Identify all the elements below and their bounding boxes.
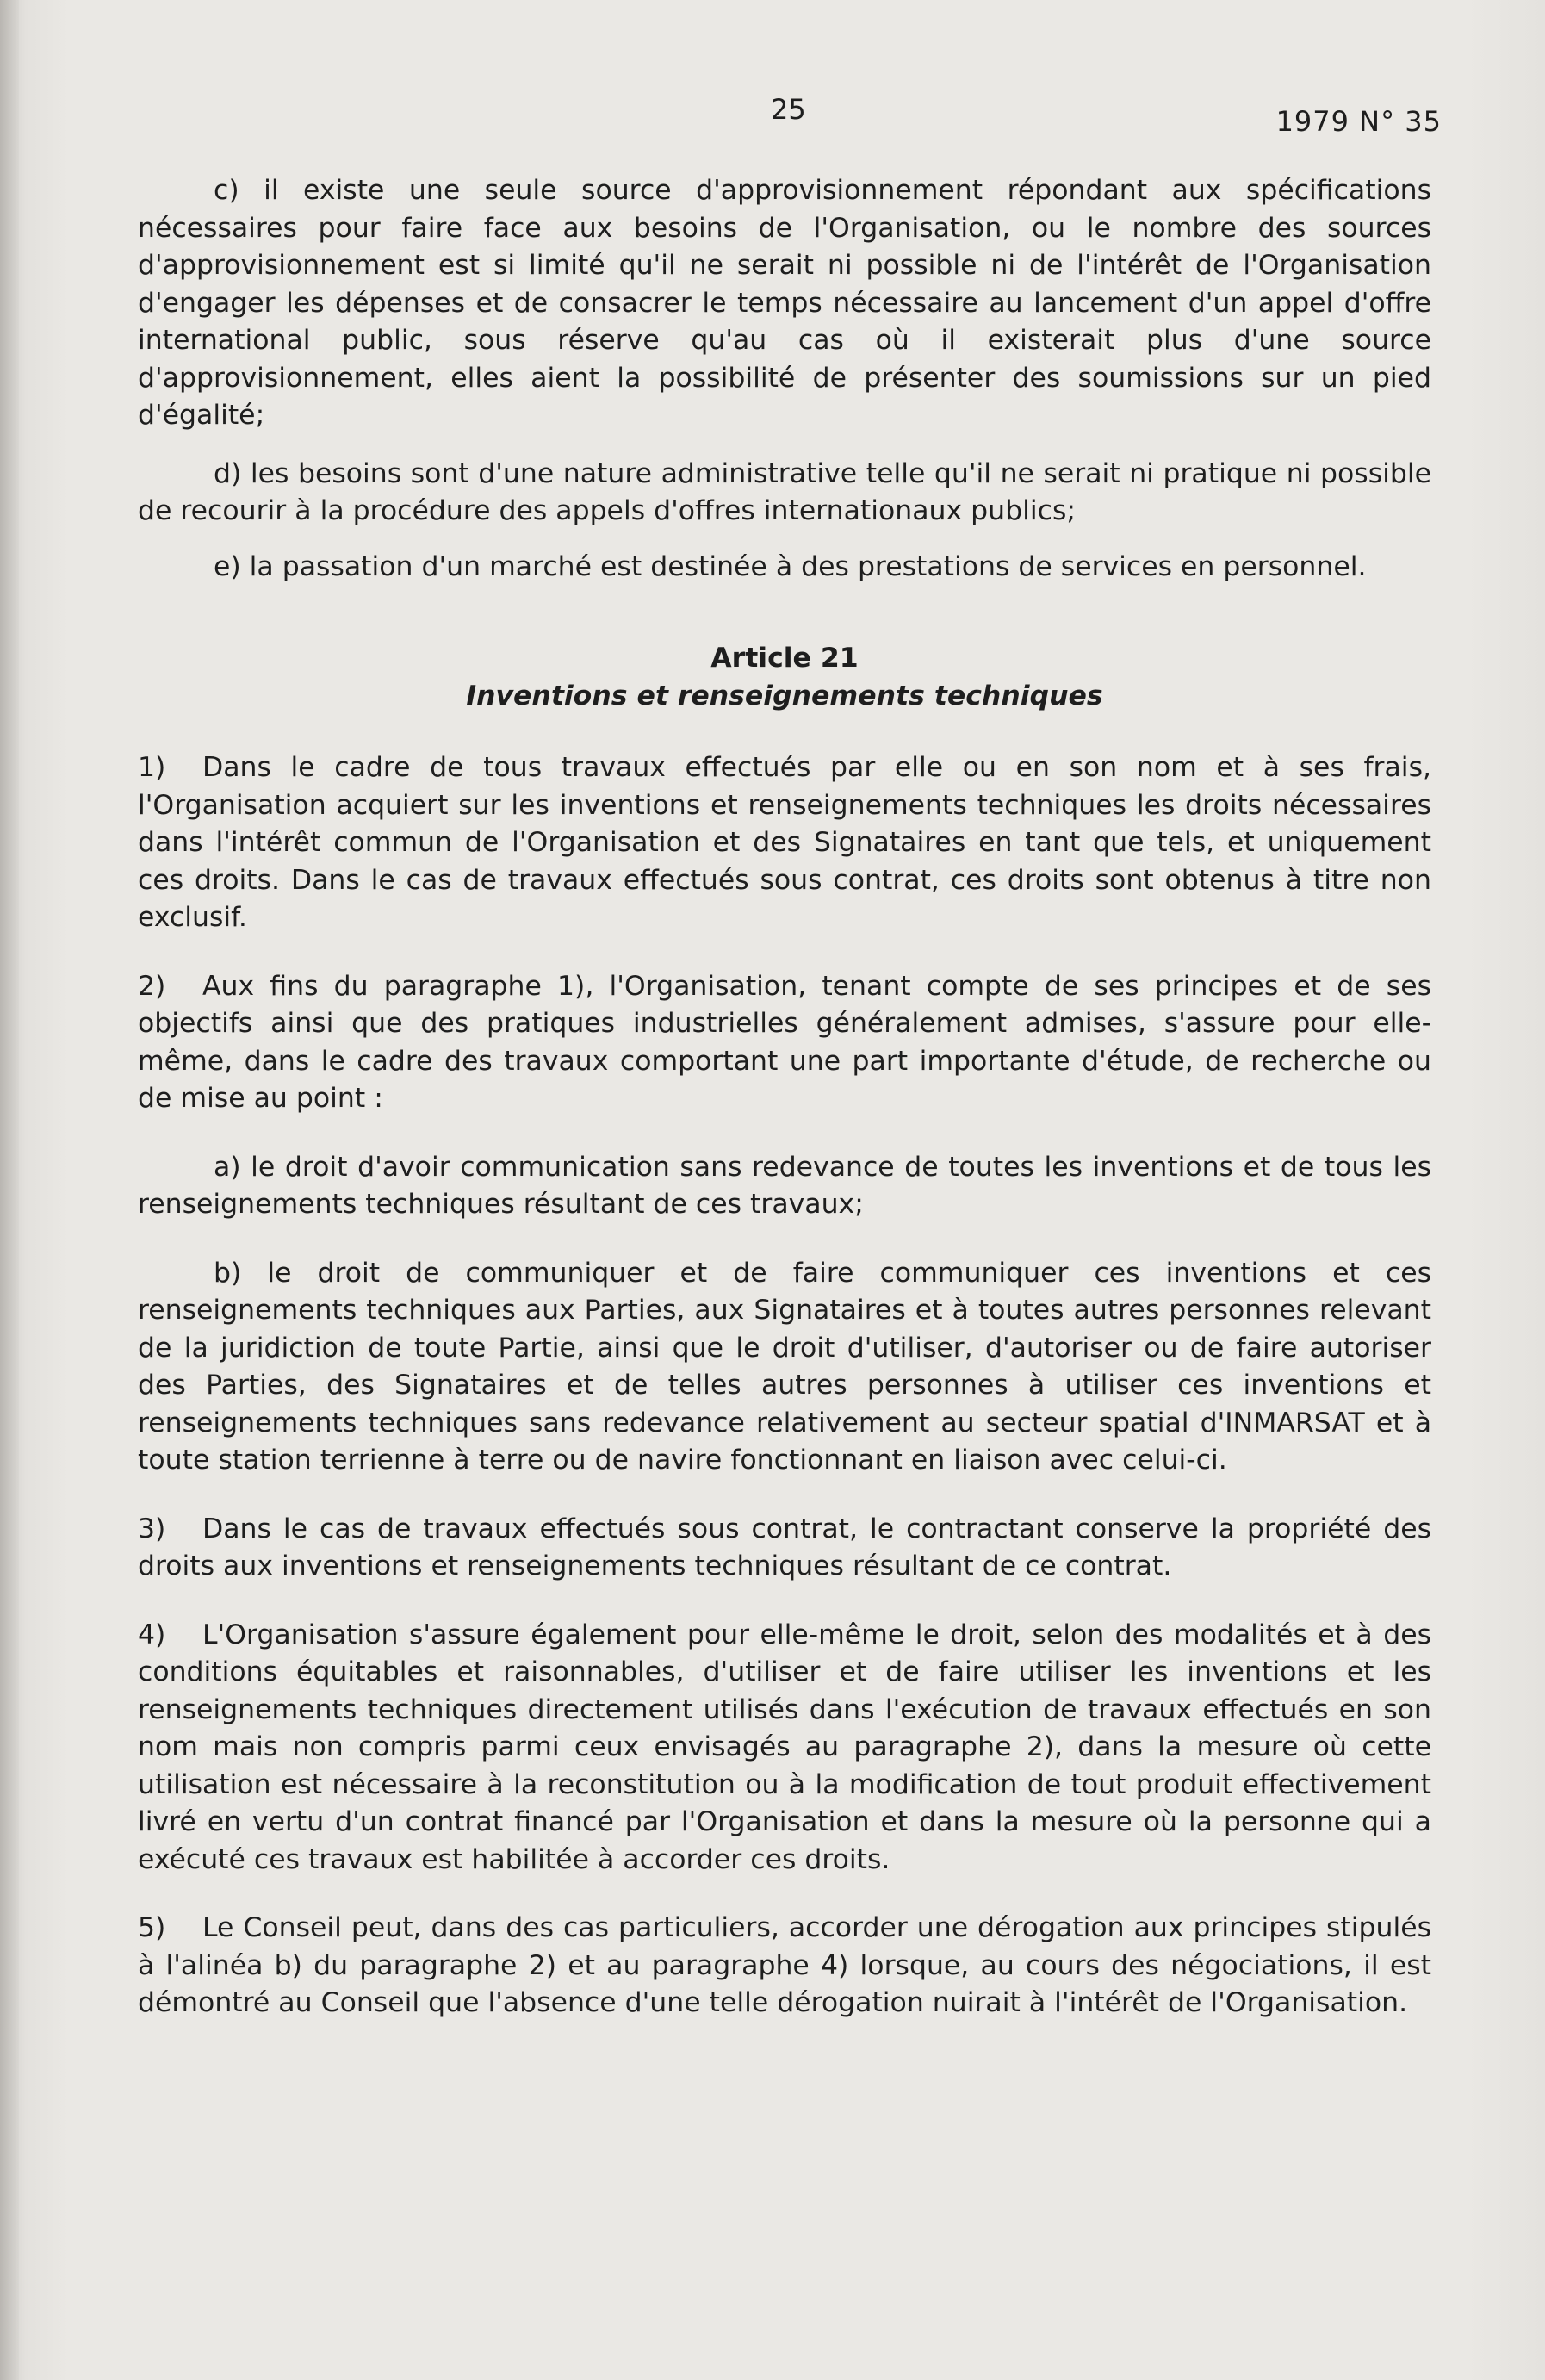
paragraph-2b: b) le droit de communiquer et de faire communiquer ces inventions et ces renseignements techniques aux Parties, aux Signataires et à toutes autres personnes relevant de la juridiction de toute Partie, ainsi que le droit d'utiliser, d'autoriser ou de faire autoriser des Parties, des Signataires et de telles autres personnes à utiliser ces inventions et renseignements techniques sans redevance relativement au secteur spatial d'INMARSAT et à toute station terrienne à terre ou de navire fonctionnant en liaison avec celui-ci. [138, 1257, 1431, 1476]
paragraph-number: 1) [138, 752, 166, 783]
paragraph-text: Dans le cadre de tous travaux effectués par elle ou en son nom et à ses frais, l'Organisation acquiert sur les inventions et renseignements techniques les droits nécessaires dans l'intérêt commun de l'Organisation et des Signataires en tant que tels, et uniquement ces droits. Dans le cas de travaux effectués sous contrat, ces droits sont obtenus à titre non exclusif. [138, 752, 1431, 933]
paragraph-number: 2) [138, 970, 166, 1002]
article-title: Article 21 [710, 643, 859, 674]
paragraph-text: L'Organisation s'assure également pour elle-même le droit, selon des modalités et à des conditions équitables et raisonnables, d'utiliser et de faire utiliser les inventions et les renseignements techniques directement utilisés dans l'exécution de travaux effectués en son nom mais non compris parmi ceux envisagés au paragraphe 2), dans la mesure où cette utilisation est nécessaire à la reconstitution ou à la modification de tout produit effectivement livré en vertu d'un contrat financé par l'Organisation et dans la mesure où la personne qui a exécuté ces travaux est habilitée à accorder ces droits. [138, 1619, 1431, 1875]
paragraph-text: Dans le cas de travaux effectués sous contrat, le contractant conserve la propriété des droits aux inventions et renseignements techniques résultant de ce contrat. [138, 1513, 1431, 1581]
paragraph-3 [138, 1511, 1431, 1586]
paragraph-number: 4) [138, 1619, 166, 1650]
paragraph-c: c) il existe une seule source d'approvisionnement répondant aux spécifications nécessaires pour faire face aux besoins de l'Organisation, ou le nombre des sources d'approvisionnement est si limité qu'il ne serait ni possible ni de l'intérêt de l'Organisation d'engager les dépenses et de consacrer le temps nécessaire au lancement d'un appel d'offre international public, sous réserve qu'au cas où il existerait plus d'une source d'approvisionnement, elles aient la possibilité de présenter des soumissions sur un pied d'égalité; [138, 175, 1431, 431]
paragraph-number: 5) [138, 1912, 166, 1943]
paragraph-text: Aux fins du paragraphe 1), l'Organisation, tenant compte de ses principes et de ses objectifs ainsi que des pratiques industrielles généralement admises, s'assure pour elle-même, dans le cadre des travaux comportant une part importante d'étude, de recherche ou de mise au point : [138, 970, 1431, 1114]
issue-number: 1979 N° 35 [1275, 105, 1442, 138]
paragraph-e: e) la passation d'un marché est destinée à des prestations de services en personnel. [214, 550, 1367, 582]
paragraph-2a: a) le droit d'avoir communication sans redevance de toutes les inventions et de tous les renseignements techniques résultant de ces travaux; [138, 1151, 1431, 1220]
page-number: 25 [771, 93, 806, 126]
page-header [0, 93, 1545, 145]
paragraph-4 [138, 1617, 1431, 1880]
paragraph-text: Le Conseil peut, dans des cas particuliers, accorder une dérogation aux principes stipulés à l'alinéa b) du paragraphe 2) et au paragraphe 4) lorsque, au cours des négociations, il est démontré au Conseil que l'absence d'une telle dérogation nuirait à l'intérêt de l'Organisation. [138, 1912, 1431, 2018]
binding-edge [0, 0, 19, 2380]
page-body [138, 172, 1431, 2023]
paragraph-1 [138, 749, 1431, 937]
paragraph-d: d) les besoins sont d'une nature administrative telle qu'il ne serait ni pratique ni possible de recourir à la procédure des appels d'offres internationaux publics; [138, 457, 1431, 526]
paragraph-number: 3) [138, 1513, 166, 1544]
paragraph-2 [138, 968, 1431, 1118]
article-subtitle: Inventions et renseignements techniques [466, 680, 1103, 712]
paragraph-5 [138, 1910, 1431, 2023]
